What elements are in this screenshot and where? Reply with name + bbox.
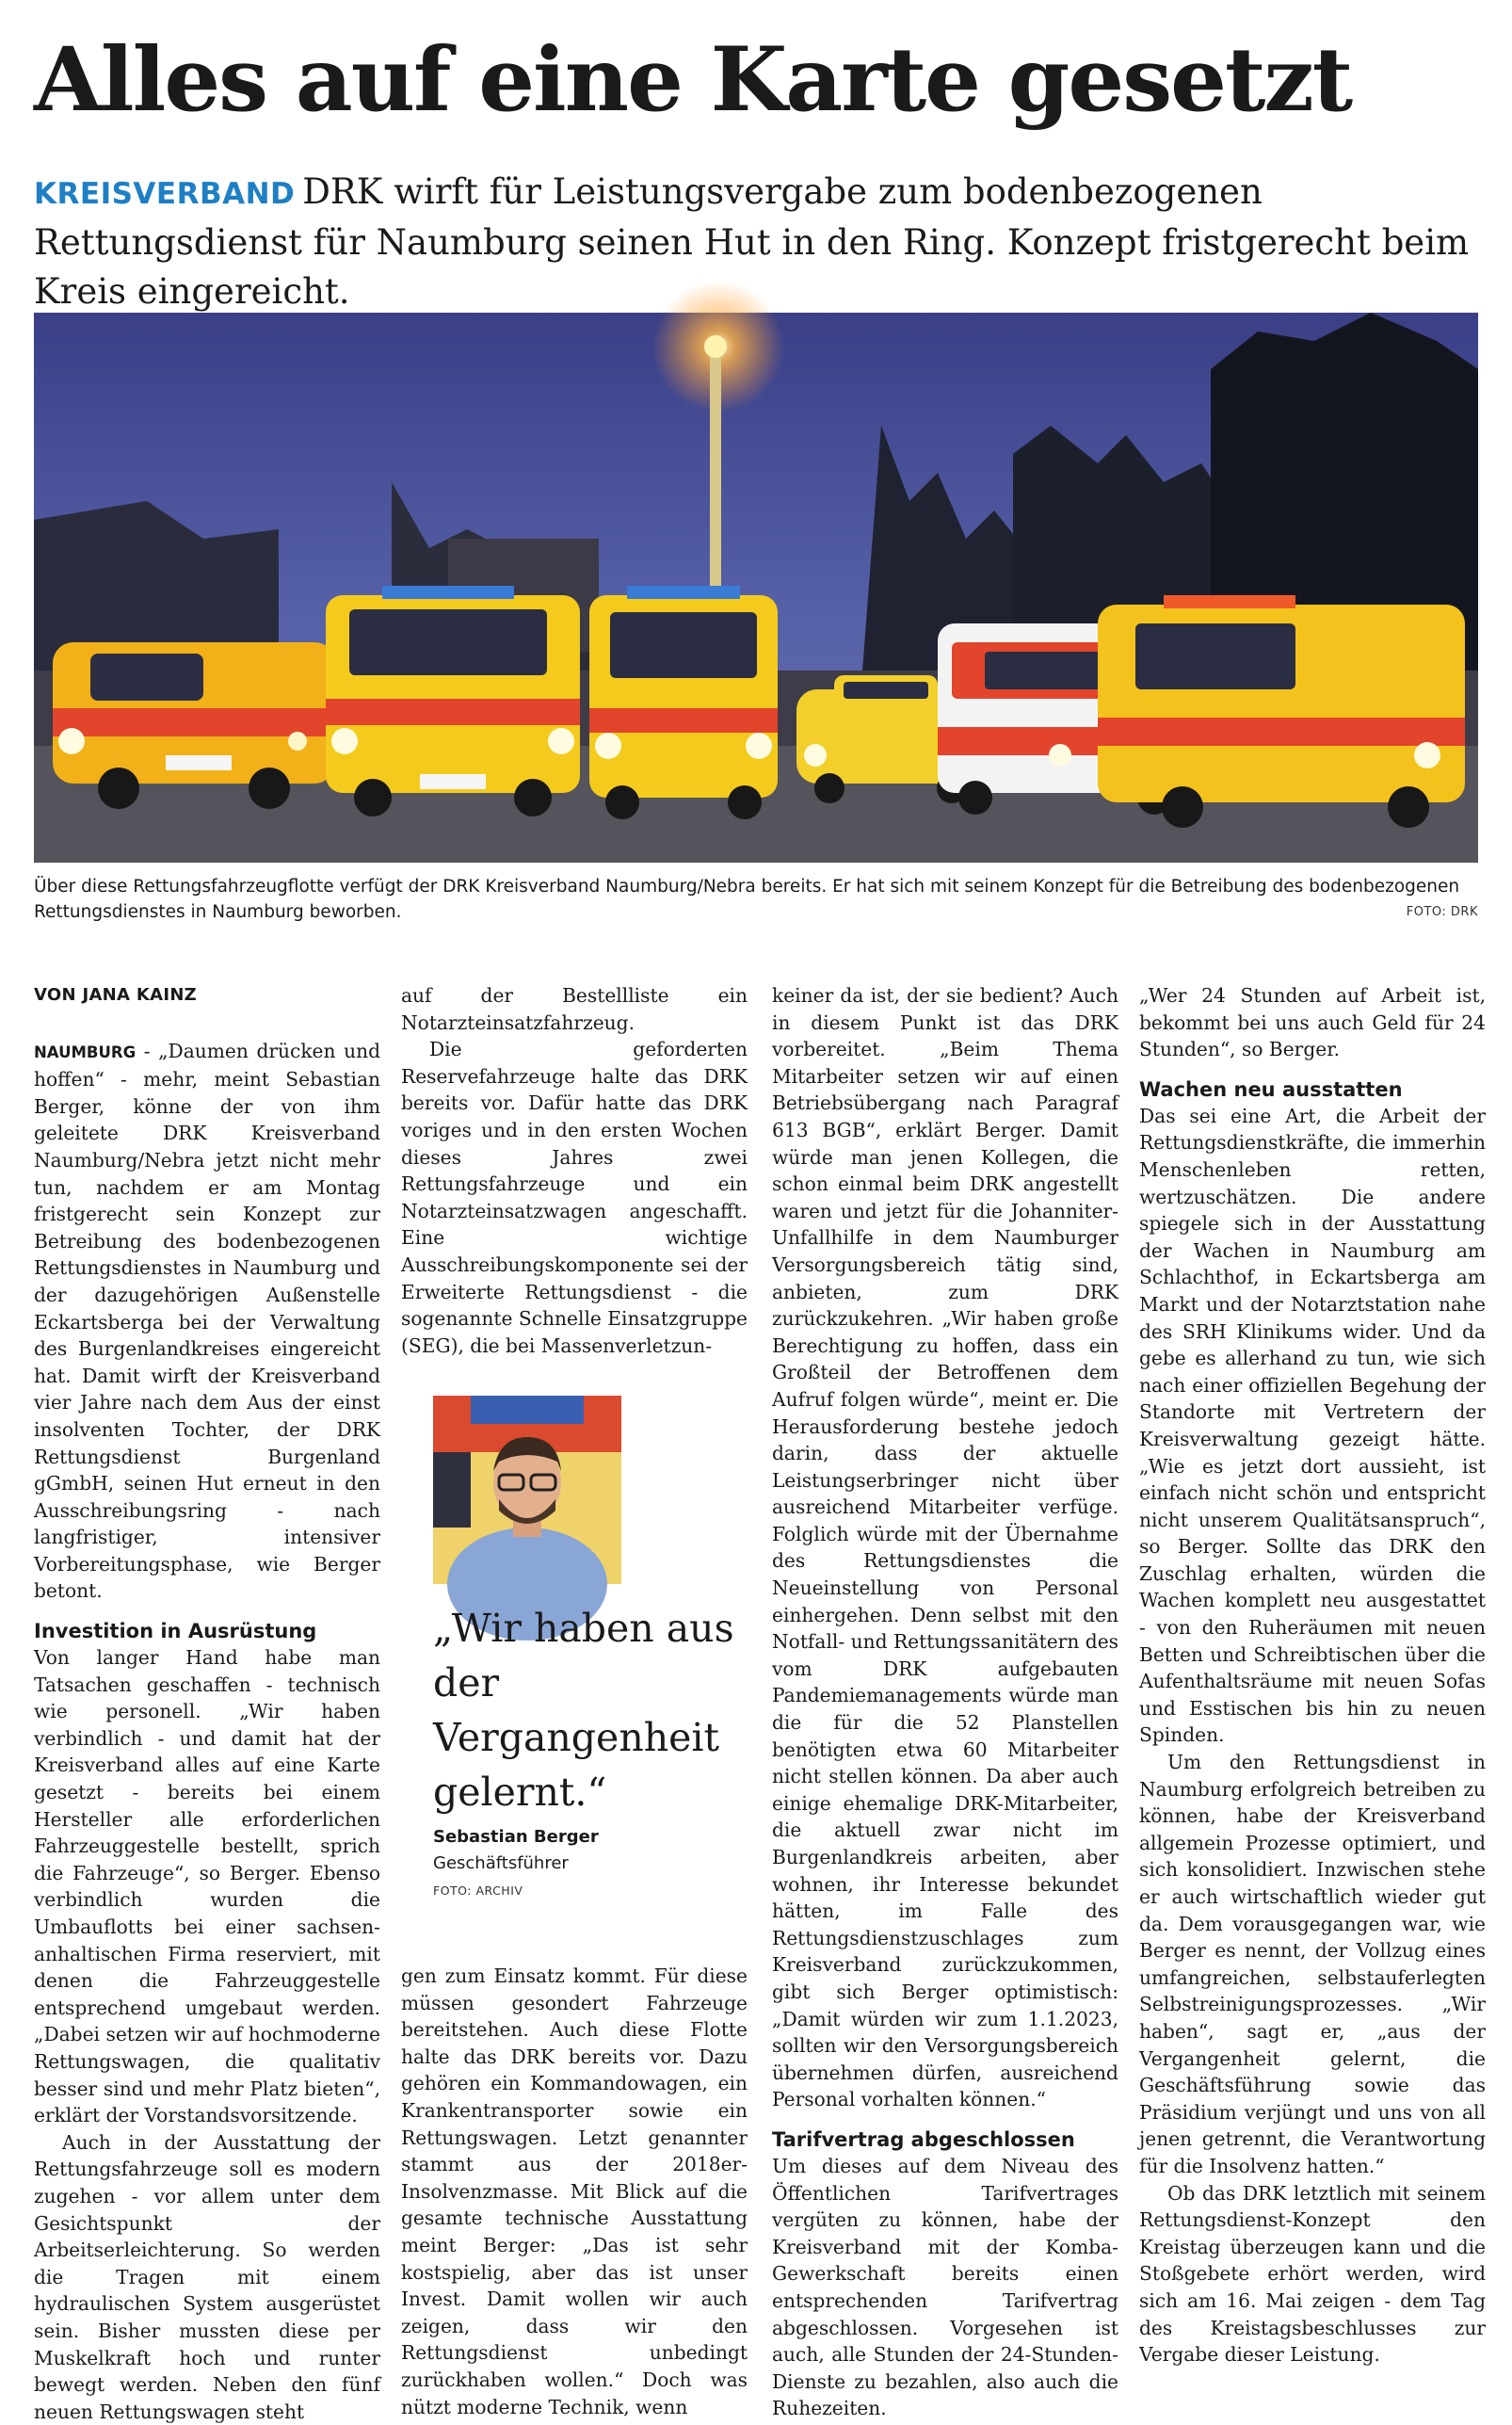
paragraph: „Wer 24 Stunden auf Arbeit ist, bekommt bei uns auch Geld für 24 Stunden“, so Berger.: [1139, 984, 1486, 1061]
ambulance-2: [326, 586, 580, 816]
paragraph: Die geforderten Reservefahrzeuge halte das DRK bereits vor. Dafür hatte das DRK voriges und in den ersten Wochen dieses Jahres zwei Rettungsfahrzeuge und ein Notarzteinsatzwagen angeschafft. Eine wichtige Ausschreibungskomponente sei der Erweiterte Rettungsdienst - die sogenannte Schnelle Einsatzgruppe (SEG), die bei Massenverletzun-: [401, 1038, 748, 1357]
photo-credit: FOTO: DRK: [1406, 905, 1478, 919]
dateline: NAUMBURG: [34, 1043, 137, 1061]
paragraph: gen zum Einsatz kommt. Für diese müssen gesondert Fahrzeuge bereitstehen. Auch diese Flotte halte das DRK bereits vor. Dazu gehören ein Kommandowagen, ein Krankentransporter sowie ein Rettungswagen. Letzt genannter stammt aus der 2018er-Insolvenzmasse. Mit Blick auf die gesamte technische Ausstattung meint Berger: „Das ist sehr kostspielig, aber das ist unser Invest. Damit wollen wir auch zeigen, dass wir den Rettungsdienst unbedingt zurückhaben wollen.“ Doch was nützt moderne Technik, wenn: [401, 1964, 748, 2418]
kicker-label: KREISVERBAND: [34, 177, 296, 211]
subheadline: [34, 168, 1484, 316]
paragraph: auf der Bestellliste ein Notarzteinsatzfahrzeug.: [401, 984, 748, 1034]
paragraph: Um dieses auf dem Niveau des Öffentlichen Tarifvertrages vergüten zu können, habe der Kreisverband mit der Komba-Gewerkschaft bereits einen entsprechenden Tarifvertrag abgeschlossen. Vorgesehen ist auch, alle Stunden der 24-Stunden-Dienste zu bezahlen, also auch die Ruhezeiten.: [772, 2154, 1118, 2420]
quote-text: „Wir haben aus der Vergangenheit gelernt.“: [433, 1606, 734, 1815]
byline: VON JANA KAINZ: [34, 985, 198, 1005]
article-column-3: [772, 982, 1118, 2420]
portrait-photo: [433, 1396, 621, 1584]
article-column-2-bottom: [401, 1963, 748, 2418]
subheadline-text: DRK wirft für Leistungsvergabe zum bodenbezogenen Rettungsdienst für Naumburg seinen Hut in den Ring. Konzept fristgerecht beim Kreis eingereicht.: [34, 171, 1470, 312]
caption-text: Über diese Rettungsfahrzeugflotte verfügt der DRK Kreisverband Naumburg/Nebra bereits. Er hat sich mit seinem Konzept für die Betreibung des bodenbezogenen Rettungsdienstes in Naumburg beworben.: [34, 877, 1460, 922]
paragraph: - „Daumen drücken und hoffen“ - mehr, meint Sebastian Berger, könne der von ihm geleitete DRK Kreisverband Naumburg/Nebra jetzt nicht mehr tun, nachdem er am Montag fristgerecht sein Konzept zur Betreibung des bodenbezogenen Rettungsdienstes in Naumburg und der dazugehörigen Außenstelle Eckartsberga bei der Verwaltung des Burgenlandkreises eingereicht hat. Damit wirft der Kreisverband vier Jahre nach dem Aus der einst insolventen Tochter, der DRK Rettungsdienst Burgenland gGmbH, seinen Hut erneut in den Ausschreibungsring - nach langfristiger, intensiver Vorbereitungsphase, wie Berger betont.: [34, 1039, 380, 1603]
ambulance-5: [1098, 595, 1465, 828]
ambulance-fleet-illustration: [34, 313, 1478, 863]
article-column-4: [1139, 982, 1486, 2395]
article-column-2-top: [401, 982, 748, 1378]
person-portrait-illustration: [433, 1396, 621, 1584]
quote-role: Geschäftsführer: [433, 1853, 569, 1873]
paragraph: Um den Rettungsdienst in Naumburg erfolgreich betreiben zu können, habe der Kreisverband allgemein Prozesse optimiert, und sich konsolidiert. Inzwischen stehe er auch wirtschaftlich wieder gut da. Dem vorausgegangen war, wie Berger es nennt, der Vollzug eines umfangreichen, selbstauferlegten Selbstreinigungsprozesses. „Wir haben“, sagt er, „aus der Vergangenheit gelernt, die Geschäftsführung sowie das Präsidium verjüngt und uns von all jenen getrennt, die Verantwortung für die Insolvenz hatten.“: [1139, 1751, 1486, 2177]
subheading-investition: Investition in Ausrüstung: [34, 1620, 317, 1643]
pull-quote: [401, 1382, 748, 1948]
paragraph: keiner da ist, der sie bedient? Auch in diesem Punkt ist das DRK vorbereitet. „Beim Thema Mitarbeiter setzen wir auf einen Betriebsübergang nach Paragraf 613 BGB“, erklärt Berger. Damit würde man jenen Kollegen, die schon einmal beim DRK angestellt waren und jetzt für die Johanniter-Unfallhilfe in dem Naumburger Versorgungsbereich tätig sind, anbieten, zum DRK zurückzukehren. „Wir haben große Berechtigung zu hoffen, dass ein Großteil der Betroffenen dem Aufruf folgen würde“, meint er. Die Herausforderung bestehe jedoch darin, dass der aktuelle Leistungserbringer nicht über ausreichend Mitarbeiter verfüge. Folglich würde mit der Übernahme des Rettungsdienstes die Neueinstellung von Personal einhergehen. Denn selbst mit den Notfall- und Rettungssanitätern des vom DRK aufgebauten Pandemiemanagements würde man die für die 52 Planstellen benötigten etwa 60 Mitarbeiter nicht stellen können. Da aber auch einige ehemalige DRK-Mitarbeiter, die aktuell zwar nicht im Burgenlandkreis arbeiten, aber wohnen, ihr Interesse bekundet hätten, im Falle des Rettungsdienstzuschlages zum Kreisverband zurückzukommen, gibt sich Berger optimistisch: „Damit würden wir zum 1.1.2023, sollten wir den Versorgungsbereich übernehmen dürfen, ausreichend Personal vorhalten können.“: [772, 984, 1118, 2111]
subheading-wachen: Wachen neu ausstatten: [1139, 1077, 1403, 1101]
headline: Alles auf eine Karte gesetzt: [34, 28, 1352, 132]
article-column-1: [34, 982, 380, 2423]
paragraph: Auch in der Ausstattung der Rettungsfahrzeuge soll es modern zugehen - vor allem unter dem Gesichtspunkt der Arbeitserleichterung. So werden die Tragen mit einem hydraulischen System ausgerüstet sein. Bisher mussten diese per Muskelkraft hoch und runter bewegt werden. Neben den fünf neuen Rettungswagen steht: [34, 2130, 380, 2423]
ambulance-fleet-photo: [34, 313, 1478, 863]
paragraph: Ob das DRK letztlich mit seinem Rettungsdienst-Konzept den Kreistag überzeugen kann und die Stoßgebete erhört werden, wird sich am 16. Mai zeigen - dem Tag des Kreistagsbeschlusses zur Vergabe dieser Leistung.: [1139, 2181, 1486, 2367]
paragraph: Das sei eine Art, die Arbeit der Rettungsdienstkräfte, die immerhin Menschenleben retten, wertzuschätzen. Die andere spiegele sich in der Ausstattung der Wachen in Naumburg am Schlachthof, in Eckartsberga am Markt und der Notarztstation nahe des SRH Klinikums wider. Und da gebe es allerhand zu tun, wie sich nach einer offiziellen Begehung der Standorte mit Vertretern der Kreisverwaltung gezeigt hätte. „Wie es jetzt dort aussieht, ist einfach nicht schön und entspricht nicht unserem Qualitätsanspruch“, so Berger. Sollte das DRK den Zuschlag erhalten, würden die Wachen komplett neu ausgestattet - von den Ruheräumen mit neuen Betten und Schreibtischen über die Aufenthaltsräume mit neuen Sofas und Esstischen bis hin zu neuen Spinden.: [1139, 1104, 1486, 1747]
subheading-tarifvertrag: Tarifvertrag abgeschlossen: [772, 2127, 1075, 2151]
paragraph: Von langer Hand habe man Tatsachen geschaffen - technisch wie personell. „Wir haben verbindlich - und damit hat der Kreisverband alles auf eine Karte gesetzt - bereits bei einem Hersteller alle erforderlichen Fahrzeuggestelle bestellt, sprich die Fahrzeuge“, so Berger. Ebenso verbindlich wurden die Umbauflotts bei einer sachsen-anhaltischen Firma reserviert, mit denen die Fahrzeuggestelle entsprechend umgebaut werden. „Dabei setzen wir auf hochmoderne Rettungswagen, die qualitativ besser sind und mehr Platz bieten“, erklärt der Vorstandsvorsitzende.: [34, 1646, 380, 2127]
quote-photo-credit: FOTO: ARCHIV: [433, 1883, 523, 1898]
quote-name: Sebastian Berger: [433, 1827, 599, 1847]
photo-caption: [34, 874, 1478, 925]
ambulance-3: [589, 586, 778, 819]
